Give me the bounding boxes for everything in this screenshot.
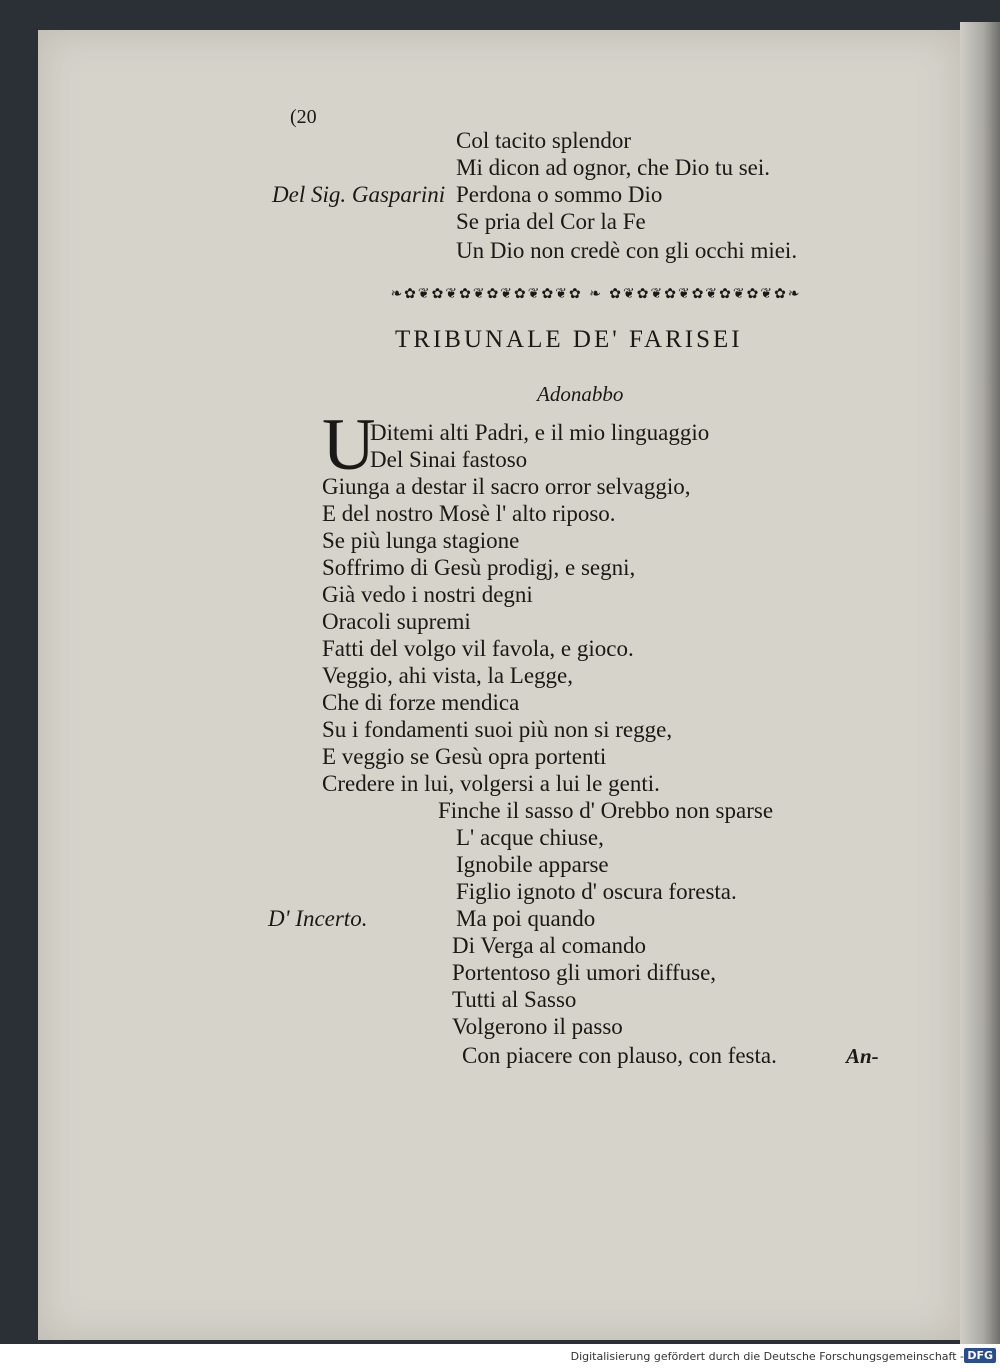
recitative-line: E del nostro Mosè l' alto riposo.: [322, 501, 616, 526]
poem-line: Perdona o sommo Dio: [456, 182, 663, 207]
recitative-line: Giunga a destar il sacro orror selvaggio,: [322, 474, 691, 499]
attribution-incerto: D' Incerto.: [268, 906, 368, 931]
aria-line: Di Verga al comando: [452, 933, 646, 958]
attribution-gasparini: Del Sig. Gasparini: [272, 182, 446, 207]
drop-cap: U: [322, 404, 376, 486]
catchword: An-: [846, 1044, 879, 1068]
recitative-line: E veggio se Gesù opra portenti: [322, 744, 607, 769]
speaker-name: Adonabbo: [537, 382, 624, 406]
aria-line: Ignobile apparse: [456, 852, 609, 877]
aria-line: Con piacere con plauso, con festa.: [462, 1043, 777, 1068]
section-heading: TRIBUNALE DE' FARISEI: [395, 326, 743, 353]
aria-line: Volgerono il passo: [452, 1014, 623, 1039]
footer-credit: Digitalisierung gefördert durch die Deutsche Forschungsgemeinschaft -: [570, 1350, 964, 1363]
aria-line: Finche il sasso d' Orebbo non sparse: [438, 798, 774, 823]
aria-line: Figlio ignoto d' oscura foresta.: [456, 879, 737, 904]
poem-line: Un Dio non credè con gli occhi miei.: [456, 238, 798, 263]
recitative-line: Soffrimo di Gesù prodigj, e segni,: [322, 555, 636, 580]
recitative-line: Credere in lui, volgersi a lui le genti.: [322, 771, 660, 796]
recitative-line: Fatti del volgo vil favola, e gioco.: [322, 636, 634, 661]
recitative-line: Se più lunga stagione: [322, 528, 520, 553]
ornamental-divider: ❧✿❦✿❦✿❦✿❦✿❦✿❦✿ ❧ ✿❦✿❦✿❦✿❦✿❦✿❦✿❧: [390, 286, 802, 302]
recitative-line: Ditemi alti Padri, e il mio linguaggio: [370, 420, 710, 445]
recitative-line: Veggio, ahi vista, la Legge,: [322, 663, 574, 688]
page-number: (20: [290, 106, 317, 128]
poem-line: Se pria del Cor la Fe: [456, 209, 646, 234]
dfg-logo: DFG: [964, 1348, 996, 1363]
book-spine-edge: [960, 22, 1000, 1344]
aria-line: Ma poi quando: [456, 906, 596, 931]
aria-line: Portentoso gli umori diffuse,: [452, 960, 717, 985]
poem-line: Mi dicon ad ognor, che Dio tu sei.: [456, 155, 770, 180]
recitative-line: Del Sinai fastoso: [370, 447, 528, 472]
recitative-line: Oracoli supremi: [322, 609, 471, 634]
recitative-line: Già vedo i nostri degni: [322, 582, 533, 607]
aria-line: L' acque chiuse,: [456, 825, 604, 850]
recitative-line: Su i fondamenti suoi più non si regge,: [322, 717, 673, 742]
poem-line: Col tacito splendor: [456, 128, 632, 153]
aria-line: Tutti al Sasso: [452, 987, 577, 1012]
recitative-line: Che di forze mendica: [322, 690, 520, 715]
